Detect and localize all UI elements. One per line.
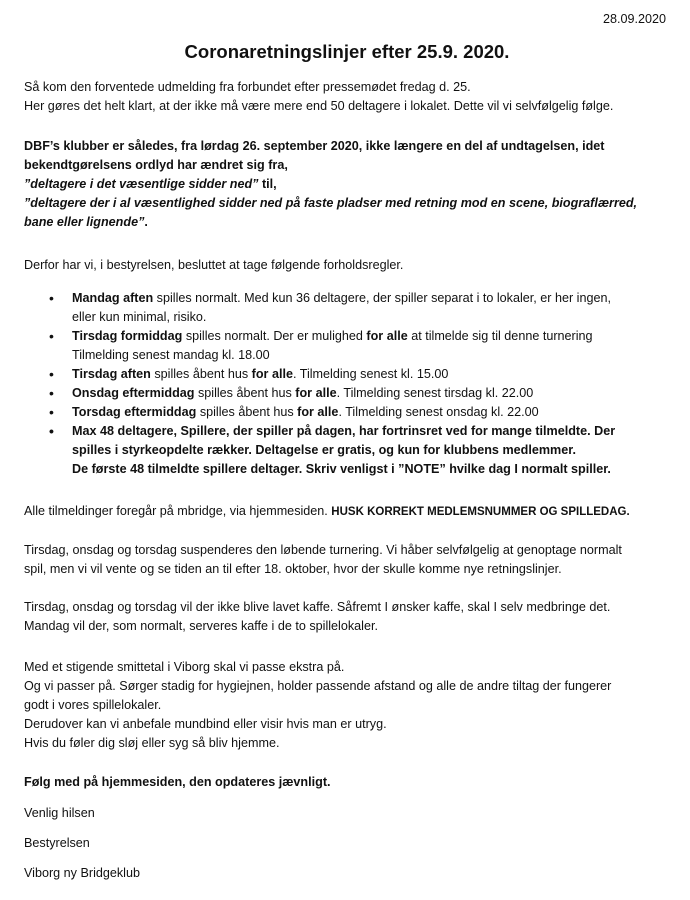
decision-paragraph [24,256,670,275]
rule-tuesday-morning [24,327,670,365]
intro-line-2: Her gøres det helt klart, at der ikke må være mere end 50 deltagere i lokalet. Dette vil vi selvfølgelig følge. [24,99,614,113]
rule-text: at tilmelde sig til denne turnering [407,329,593,343]
rule-emphasis: for alle [366,329,408,343]
rule-text: spilles normalt. Der er mulighed [182,329,367,343]
intro-line-1: Så kom den forventede udmelding fra forbundet efter pressemødet fredag d. 25. [24,80,471,94]
dbf-paragraph [24,137,670,232]
rule-text: spilles åbent hus [150,367,252,381]
rule-text: spilles åbent hus [194,386,296,400]
signoff-board-block [24,834,670,853]
signoff-club-block [24,864,670,883]
registration-paragraph [24,502,670,522]
signoff-greeting: Venlig hilsen [24,806,95,820]
rules-list [24,289,670,479]
decision-text: Derfor har vi, i bestyrelsen, besluttet at tage følgende forholdsregler. [24,258,404,272]
new-wording-quote-line-2: bane eller lignende” [24,215,145,229]
rule-monday [24,289,670,327]
new-wording-suffix: . [144,215,148,229]
infection-line-1: Med et stigende smittetal i Viborg skal vi passe ekstra på. [24,660,345,674]
rule-text: spilles normalt. Med kun 36 deltagere, der spiller separat i to lokaler, er her ingen, [153,291,611,305]
follow-text: Følg med på hjemmesiden, den opdateres jævnligt. [24,775,331,789]
dbf-line-2: bekendtgørelsens ordlyd har ændret sig fra, [24,158,288,172]
rule-text: spilles i styrkeopdelte rækker. Deltagelse er gratis, og kun for klubbens medlemmer. [72,443,576,457]
old-wording-suffix: til, [258,177,277,191]
infection-line-4: Derudover kan vi anbefale mundbind eller visir hvis man er utryg. [24,717,387,731]
rule-day-label: Mandag aften [72,291,154,305]
coffee-line-1: Tirsdag, onsdag og torsdag vil der ikke blive lavet kaffe. Såfremt I ønsker kaffe, skal I selv medbringe det. [24,600,611,614]
page-title: Coronaretningslinjer efter 25.9. 2020. [184,41,510,62]
rule-emphasis: for alle [295,386,337,400]
dbf-line-1: DBF’s klubber er således, fra lørdag 26. september 2020, ikke længere en del af undtagelsen, idet [24,139,605,153]
follow-paragraph [24,773,670,792]
new-wording-quote-line-1: ”deltagere der i al væsentlighed sidder ned på faste pladser med retning mod en scene, biograflærred, [24,196,638,210]
rule-wednesday [24,384,670,403]
old-wording-quote: ”deltagere i det væsentlige sidder ned” [24,177,259,191]
infection-paragraph [24,658,670,753]
registration-reminder: HUSK KORREKT MEDLEMSNUMMER OG SPILLEDAG. [331,506,630,518]
infection-line-5: Hvis du føler dig sløj eller syg så bliv hjemme. [24,736,280,750]
infection-line-3: godt i vores spillelokaler. [24,698,162,712]
signoff-board: Bestyrelsen [24,836,90,850]
infection-line-2: Og vi passer på. Sørger stadig for hygiejnen, holder passende afstand og alle de andre tiltag der fungerer [24,679,612,693]
suspension-paragraph [24,541,670,579]
rule-text: Max 48 deltagere, Spillere, der spiller på dagen, har fortrinsret ved for mange tilmeldte. Der [72,424,616,438]
rule-text: . Tilmelding senest onsdag kl. 22.00 [338,405,539,419]
rule-text: eller kun minimal, risiko. [72,310,207,324]
document-date: 28.09.2020 [602,12,666,26]
rule-text: De første 48 tilmeldte spillere deltager. Skriv venligst i ”NOTE” hvilke dag I normalt spiller. [72,462,611,476]
rule-text: . Tilmelding senest tirsdag kl. 22.00 [336,386,534,400]
rule-day-label: Torsdag eftermiddag [72,405,197,419]
rule-emphasis: for alle [251,367,293,381]
suspension-line-1: Tirsdag, onsdag og torsdag suspenderes den løbende turnering. Vi håber selvfølgelig at genoptage normalt [24,543,622,557]
rule-text: Tilmelding senest mandag kl. 18.00 [72,348,270,362]
rule-day-label: Onsdag eftermiddag [72,386,195,400]
suspension-line-2: spil, men vi vil vente og se tiden an til efter 18. oktober, hvor der skulle komme nye retningslinjer. [24,562,562,576]
rule-thursday [24,403,670,422]
intro-paragraph [24,78,670,116]
rule-day-label: Tirsdag formiddag [72,329,183,343]
signoff-greeting-block [24,804,670,823]
rule-emphasis: for alle [297,405,339,419]
rule-max-participants [24,422,670,479]
registration-text: Alle tilmeldinger foregår på mbridge, via hjemmesiden. [24,504,332,518]
rules-list-block [24,289,670,479]
rule-text: spilles åbent hus [196,405,298,419]
coffee-line-2: Mandag vil der, som normalt, serveres kaffe i de to spillelokaler. [24,619,378,633]
rule-day-label: Tirsdag aften [72,367,151,381]
signoff-club: Viborg ny Bridgeklub [24,866,140,880]
rule-tuesday-evening [24,365,670,384]
rule-text: . Tilmelding senest kl. 15.00 [292,367,449,381]
coffee-paragraph [24,598,670,636]
